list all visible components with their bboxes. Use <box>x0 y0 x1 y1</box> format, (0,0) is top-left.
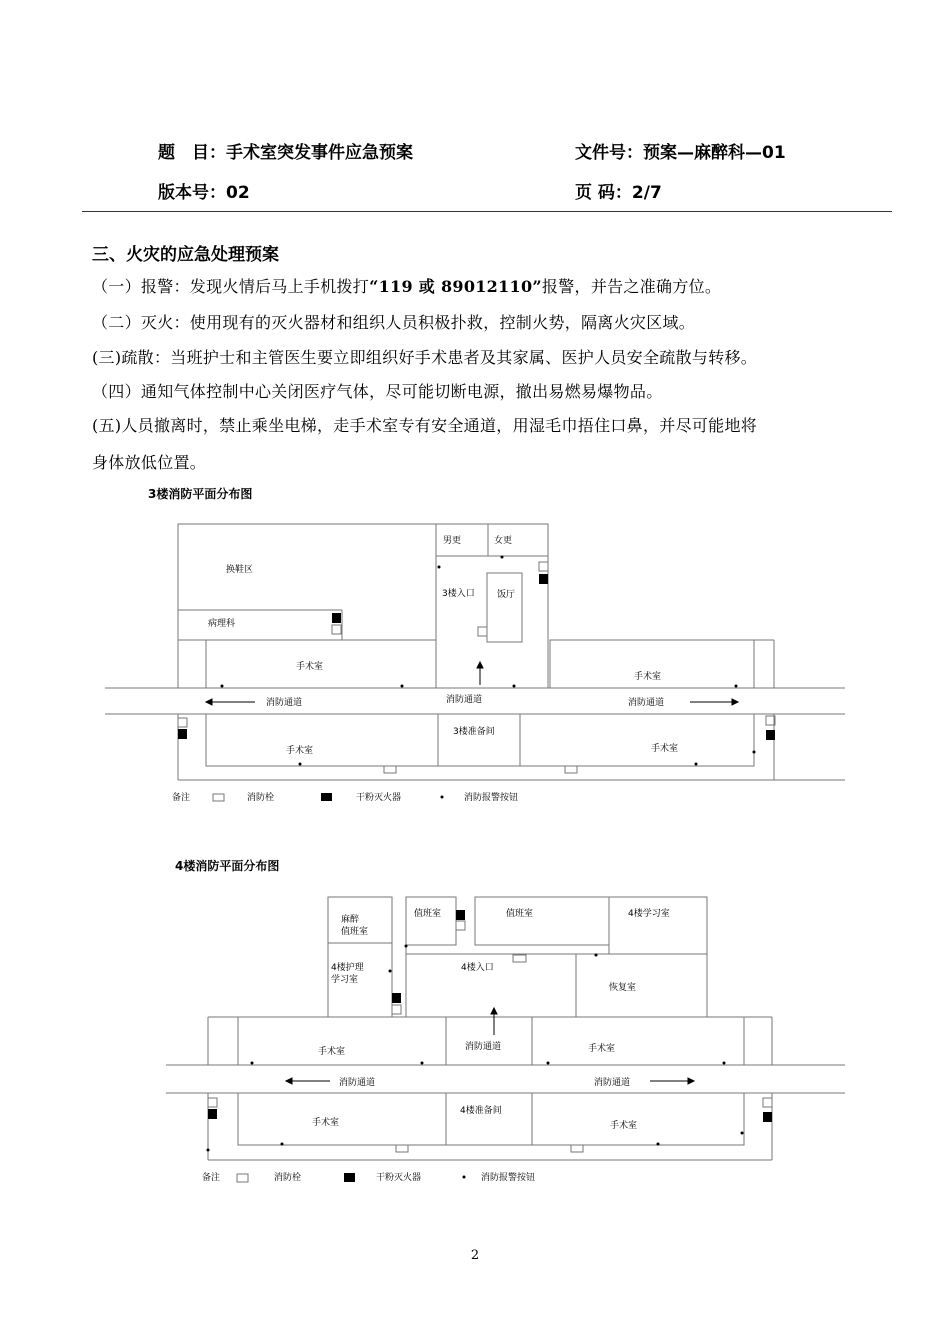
paragraph-withdraw-2: 身体放低位置。 <box>92 453 207 472</box>
paragraph-gas: （四）通知气体控制中心关闭医疗气体，尽可能切断电源，撤出易燃易爆物品。 <box>92 382 663 401</box>
floor4-or-top-right: 手术室 <box>588 1044 616 1054</box>
floor3-female-locker: 女更 <box>494 536 513 546</box>
floor3-legend-alarm: 消防报警按钮 <box>464 793 519 803</box>
floor4-or-bottom-right: 手术室 <box>610 1121 638 1131</box>
floor4-plan-title: 4楼消防平面分布图 <box>175 859 280 873</box>
floor4-legend-extinguisher-icon <box>344 1173 355 1182</box>
floor4-nursing-study-line2: 学习室 <box>331 975 359 985</box>
floor3-legend-alarm-icon <box>441 796 444 799</box>
floor3-or-top-left: 手术室 <box>296 662 324 672</box>
floor3-fire-plan <box>0 480 950 820</box>
floor3-legend-hydrant: 消防栓 <box>247 793 275 803</box>
floor4-entrance: 4楼入口 <box>461 963 494 973</box>
floor3-prep-room: 3楼准备间 <box>453 727 495 737</box>
floor4-corridor-left: 消防通道 <box>339 1078 376 1088</box>
floor4-duty-large: 值班室 <box>506 909 534 919</box>
floor4-legend-extinguisher: 干粉灭火器 <box>376 1173 422 1183</box>
floor3-corridor-left: 消防通道 <box>266 698 303 708</box>
paragraph-evacuate: (三)疏散：当班护士和主管医生要立即组织好手术患者及其家属、医护人员安全疏散与转移。 <box>92 348 758 367</box>
page-number: 2 <box>470 1248 480 1263</box>
floor3-corridor-center: 消防通道 <box>446 695 483 705</box>
floor3-legend-hydrant-icon <box>213 794 224 801</box>
floor4-recovery: 恢复室 <box>609 983 637 993</box>
floor4-legend-alarm: 消防报警按钮 <box>481 1173 536 1183</box>
doc-version: 版本号：02 <box>158 183 250 203</box>
floor4-or-top-left: 手术室 <box>318 1047 346 1057</box>
floor4-prep-room: 4楼准备间 <box>460 1106 502 1116</box>
floor3-plan-title: 3楼消防平面分布图 <box>148 487 253 501</box>
header-divider <box>82 211 892 212</box>
paragraph-extinguish: （二）灭火：使用现有的灭火器材和组织人员积极扑救，控制火势，隔离火灾区域。 <box>92 313 696 332</box>
floor4-legend-hydrant-icon <box>237 1174 248 1182</box>
floor4-anes-duty-line1: 麻醉 <box>341 915 360 925</box>
floor3-entrance: 3楼入口 <box>442 589 475 599</box>
floor3-pathology: 病理科 <box>208 619 236 629</box>
section-title: 三、火灾的应急处理预案 <box>92 245 279 265</box>
floor4-legend-note: 备注 <box>202 1173 221 1183</box>
floor4-or-bottom-left: 手术室 <box>312 1118 340 1128</box>
floor3-corridor-right: 消防通道 <box>628 698 665 708</box>
paragraph-alarm: （一）报警：发现火情后马上手机拨打“119 或 89012110”报警，并告之准确方位。 <box>92 277 722 296</box>
floor4-fire-plan <box>0 850 950 1190</box>
floor3-or-bottom-right: 手术室 <box>651 744 679 754</box>
floor3-male-locker: 男更 <box>443 536 462 546</box>
doc-page: 页 码：2/7 <box>575 183 662 203</box>
paragraph-withdraw-1: (五)人员撤离时，禁止乘坐电梯，走手术室专有安全通道，用湿毛巾捂住口鼻，并尽可能地将 <box>92 416 758 435</box>
floor4-corridor-center: 消防通道 <box>465 1042 502 1052</box>
floor4-corridor-right: 消防通道 <box>594 1078 631 1088</box>
doc-title: 题 目：手术室突发事件应急预案 <box>158 143 413 163</box>
floor4-legend-hydrant: 消防栓 <box>274 1173 302 1183</box>
floor4-legend-alarm-icon <box>463 1176 466 1179</box>
floor3-legend-extinguisher: 干粉灭火器 <box>356 793 402 803</box>
floor4-duty-small: 值班室 <box>414 909 442 919</box>
floor3-changing-area: 换鞋区 <box>226 565 254 575</box>
floor3-legend-note: 备注 <box>172 793 191 803</box>
doc-number: 文件号：预案—麻醉科—01 <box>575 143 786 163</box>
floor4-anes-duty-line2: 值班室 <box>341 927 369 937</box>
floor3-canteen: 饭厅 <box>497 590 516 600</box>
floor3-or-bottom-left: 手术室 <box>286 746 314 756</box>
floor4-study-room: 4楼学习室 <box>628 909 670 919</box>
floor3-legend-extinguisher-icon <box>321 793 332 801</box>
floor3-or-top-right: 手术室 <box>634 672 662 682</box>
floor4-nursing-study-line1: 4楼护理 <box>331 963 364 973</box>
